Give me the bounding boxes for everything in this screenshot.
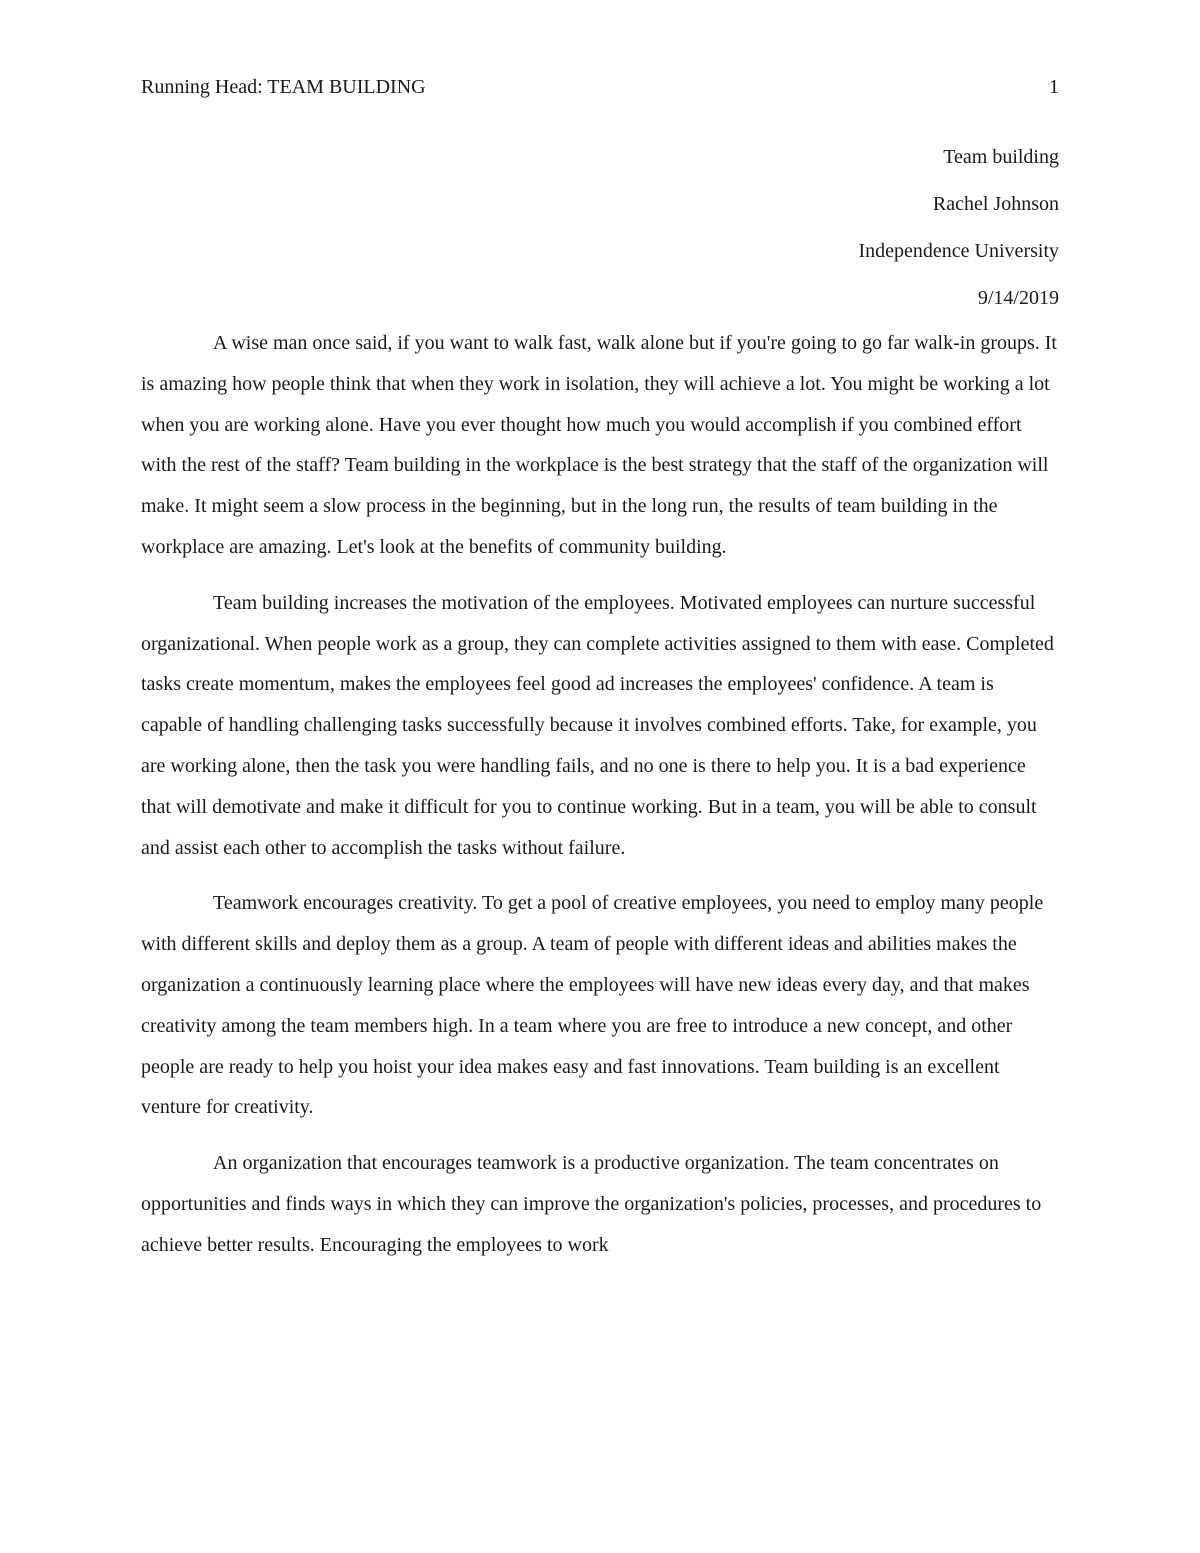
paragraph-3: Teamwork encourages creativity. To get a pool of creative employees, you need to employ many people with different skills and deploy them as a group. A team of people with different ideas and abilities makes the organization a continuously learning place where the employees will have new ideas every day, and that makes creativity among the team members high. In a team where you are free to introduce a new concept, and other people are ready to help you hoist your idea makes easy and fast innovations. Team building is an excellent venture for creativity.	[141, 892, 1044, 1119]
paragraph-4: An organization that encourages teamwork is a productive organization. The team concentrates on opportunities and finds ways in which they can improve the organization's policies, processes, and procedures to achieve better results. Encouraging the employees to work	[141, 1152, 1042, 1256]
paragraph-2: Team building increases the motivation of the employees. Motivated employees can nurture successful organizational. When people work as a group, they can complete activities assigned to them with ease. Completed tasks create momentum, makes the employees feel good ad increases the employees' confidence. A team is capable of handling challenging tasks successfully because it involves combined efforts. Take, for example, you are working alone, then the task you were handling fails, and no one is there to help you. It is a bad experience that will demotivate and make it difficult for you to continue working. But in a team, you will be able to consult and assist each other to accomplish the tasks without failure.	[141, 591, 1054, 859]
paper-date: 9/14/2019	[977, 287, 1059, 309]
author-name: Rachel Johnson	[932, 193, 1059, 215]
paragraph-1: A wise man once said, if you want to walk fast, walk alone but if you're going to go far walk-in groups. It is amazing how people think that when they work in isolation, they will achieve a lot. You might be working a lot when you are working alone. Have you ever thought how much you would accomplish if you combined effort with the rest of the staff? Team building in the workplace is the best strategy that the staff of the organization will make. It might seem a slow process in the beginning, but in the long run, the results of team building in the workplace are amazing. Let's look at the benefits of community building.	[141, 332, 1057, 558]
running-head: Running Head: TEAM BUILDING	[141, 76, 426, 98]
title-block	[141, 138, 1059, 326]
paper-title: Team building	[943, 146, 1059, 168]
page-number: 1	[1049, 76, 1059, 98]
body-text	[141, 323, 1059, 1281]
institution-name: Independence University	[858, 240, 1059, 262]
page-header	[141, 72, 1059, 102]
